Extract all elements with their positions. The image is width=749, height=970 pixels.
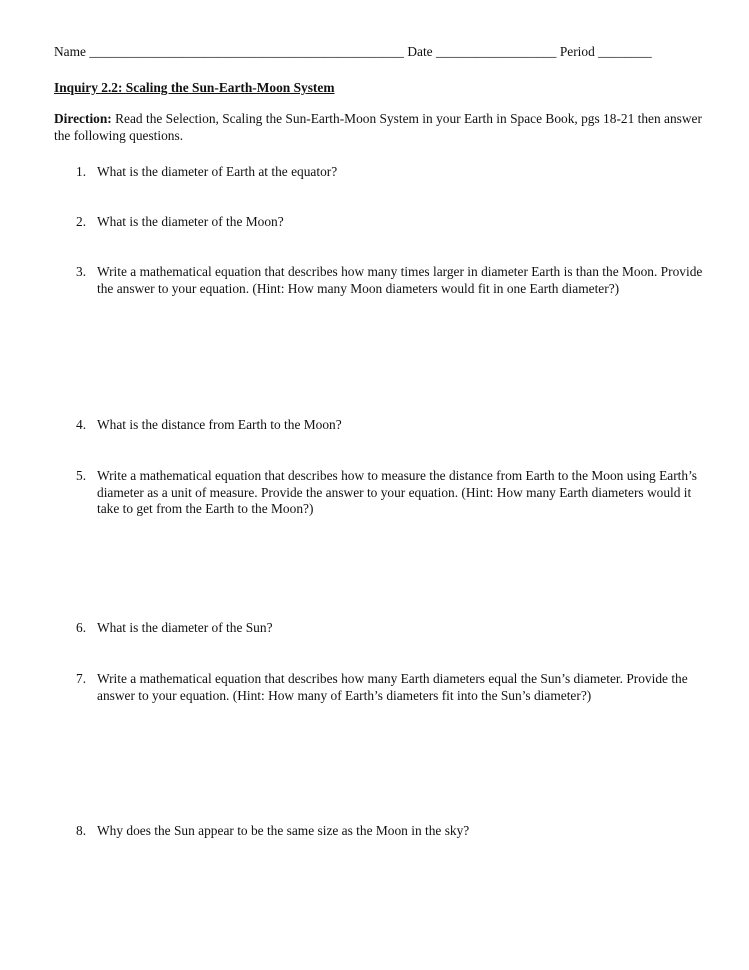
question-6 [76,620,706,637]
question-text: What is the distance from Earth to the Moon? [97,417,342,432]
question-4 [76,417,706,434]
question-number: 3. [76,264,87,279]
header-name-date-period: Name _______________________________________________ Date __________________ Period ________ [54,44,652,59]
question-number: 7. [76,671,87,686]
question-text: What is the diameter of the Moon? [97,214,284,229]
question-number: 1. [76,164,87,179]
question-5 [76,468,706,518]
question-text: What is the diameter of the Sun? [97,620,273,635]
question-number: 4. [76,417,87,432]
page-title: Inquiry 2.2: Scaling the Sun-Earth-Moon System [54,80,335,95]
question-text: Write a mathematical equation that describes how to measure the distance from Earth to the Moon using Earth’s diameter as a unit of measure. Provide the answer to your equation. (Hint: How many Earth diameters would it take to get from the Earth to the Moon?) [97,468,697,516]
question-number: 8. [76,823,87,838]
direction-text: Read the Selection, Scaling the Sun-Earth-Moon System in your Earth in Space Book, pgs 18-21 then answer the following questions. [54,111,702,143]
question-2 [76,214,706,231]
question-8 [76,823,706,840]
question-3 [76,264,706,297]
direction-paragraph [54,111,714,144]
question-number: 6. [76,620,87,635]
question-text: Why does the Sun appear to be the same size as the Moon in the sky? [97,823,470,838]
question-7 [76,671,706,704]
question-text: Write a mathematical equation that describes how many times larger in diameter Earth is than the Moon. Provide the answer to your equation. (Hint: How many Moon diameters would fit in one Earth diameter?) [97,264,703,296]
question-number: 5. [76,468,87,483]
direction-label: Direction: [54,111,112,126]
question-text: What is the diameter of Earth at the equator? [97,164,338,179]
question-text: Write a mathematical equation that describes how many Earth diameters equal the Sun’s diameter. Provide the answer to your equation. (Hint: How many of Earth’s diameters fit into the Sun’s diameter?) [97,671,688,703]
question-number: 2. [76,214,87,229]
question-1 [76,164,706,181]
